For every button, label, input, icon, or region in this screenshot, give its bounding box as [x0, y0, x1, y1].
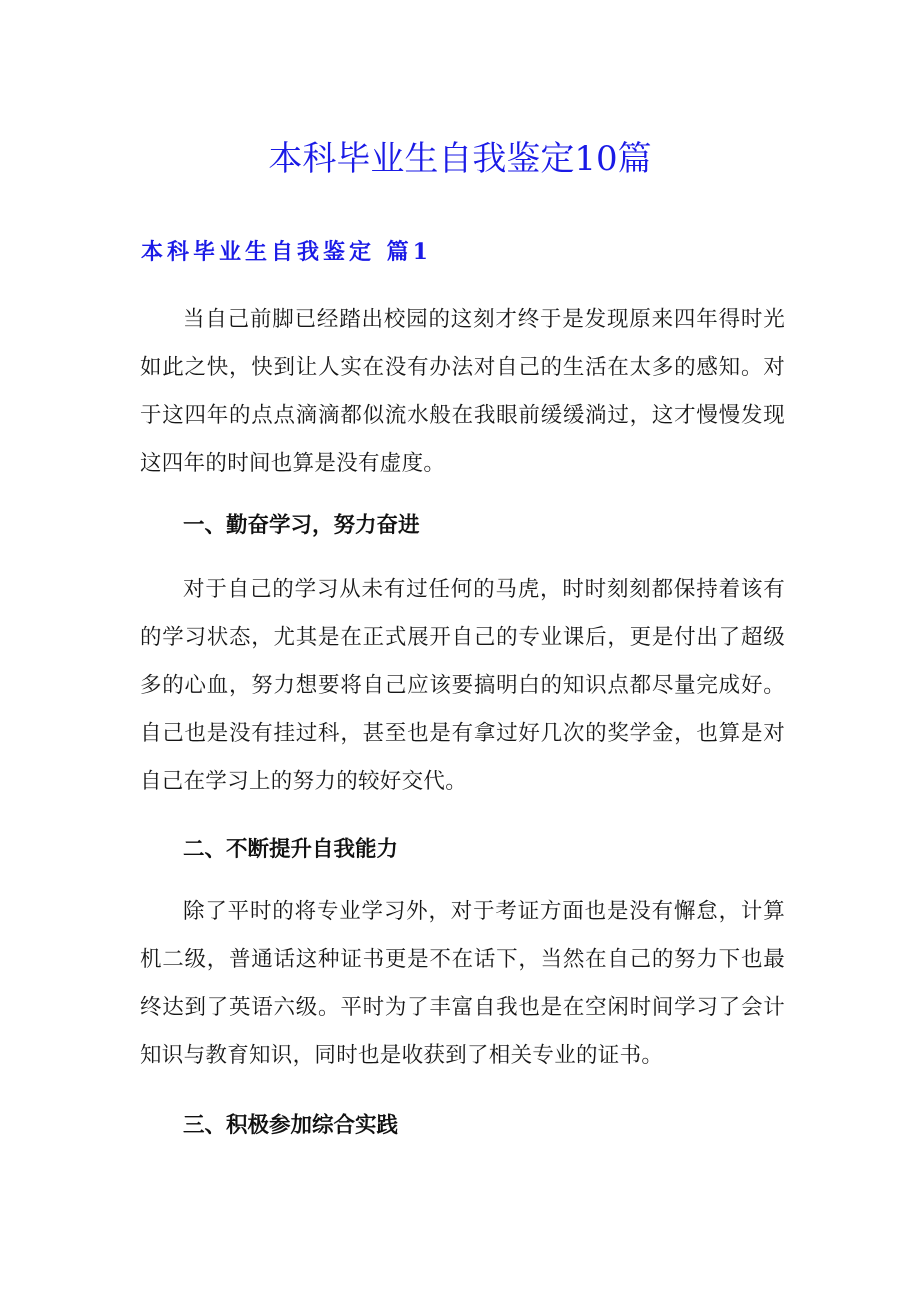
heading-ability: 二、不断提升自我能力 — [183, 837, 399, 862]
heading-study: 一、勤奋学习，努力奋进 — [183, 513, 420, 538]
study-paragraph: 对于自己的学习从未有过任何的马虎，时时刻刻都保持着该有的学习状态，尤其是在正式展开自己的专业课后，更是付出了超级多的心血，努力想要将自己应该要搞明白的知识点都尽量完成好。自己也是没有挂过科，甚至也是有拿过好几次的奖学金，也算是对自己在学习上的努力的较好交代。 — [140, 577, 785, 794]
section-title: 本科毕业生自我鉴定 篇1 — [141, 239, 432, 265]
document-title: 本科毕业生自我鉴定10篇 — [268, 139, 652, 179]
intro-paragraph: 当自己前脚已经踏出校园的这刻才终于是发现原来四年得时光如此之快，快到让人实在没有办法对自己的生活在太多的感知。对于这四年的点点滴滴都似流水般在我眼前缓缓淌过，这才慢慢发现这四年的时间也算是没有虚度。 — [140, 307, 785, 476]
heading-practice: 三、积极参加综合实践 — [183, 1113, 399, 1138]
ability-paragraph: 除了平时的将专业学习外，对于考证方面也是没有懈怠，计算机二级，普通话这种证书更是不在话下，当然在自己的努力下也最终达到了英语六级。平时为了丰富自我也是在空闲时间学习了会计知识与教育知识，同时也是收获到了相关专业的证书。 — [140, 899, 785, 1068]
